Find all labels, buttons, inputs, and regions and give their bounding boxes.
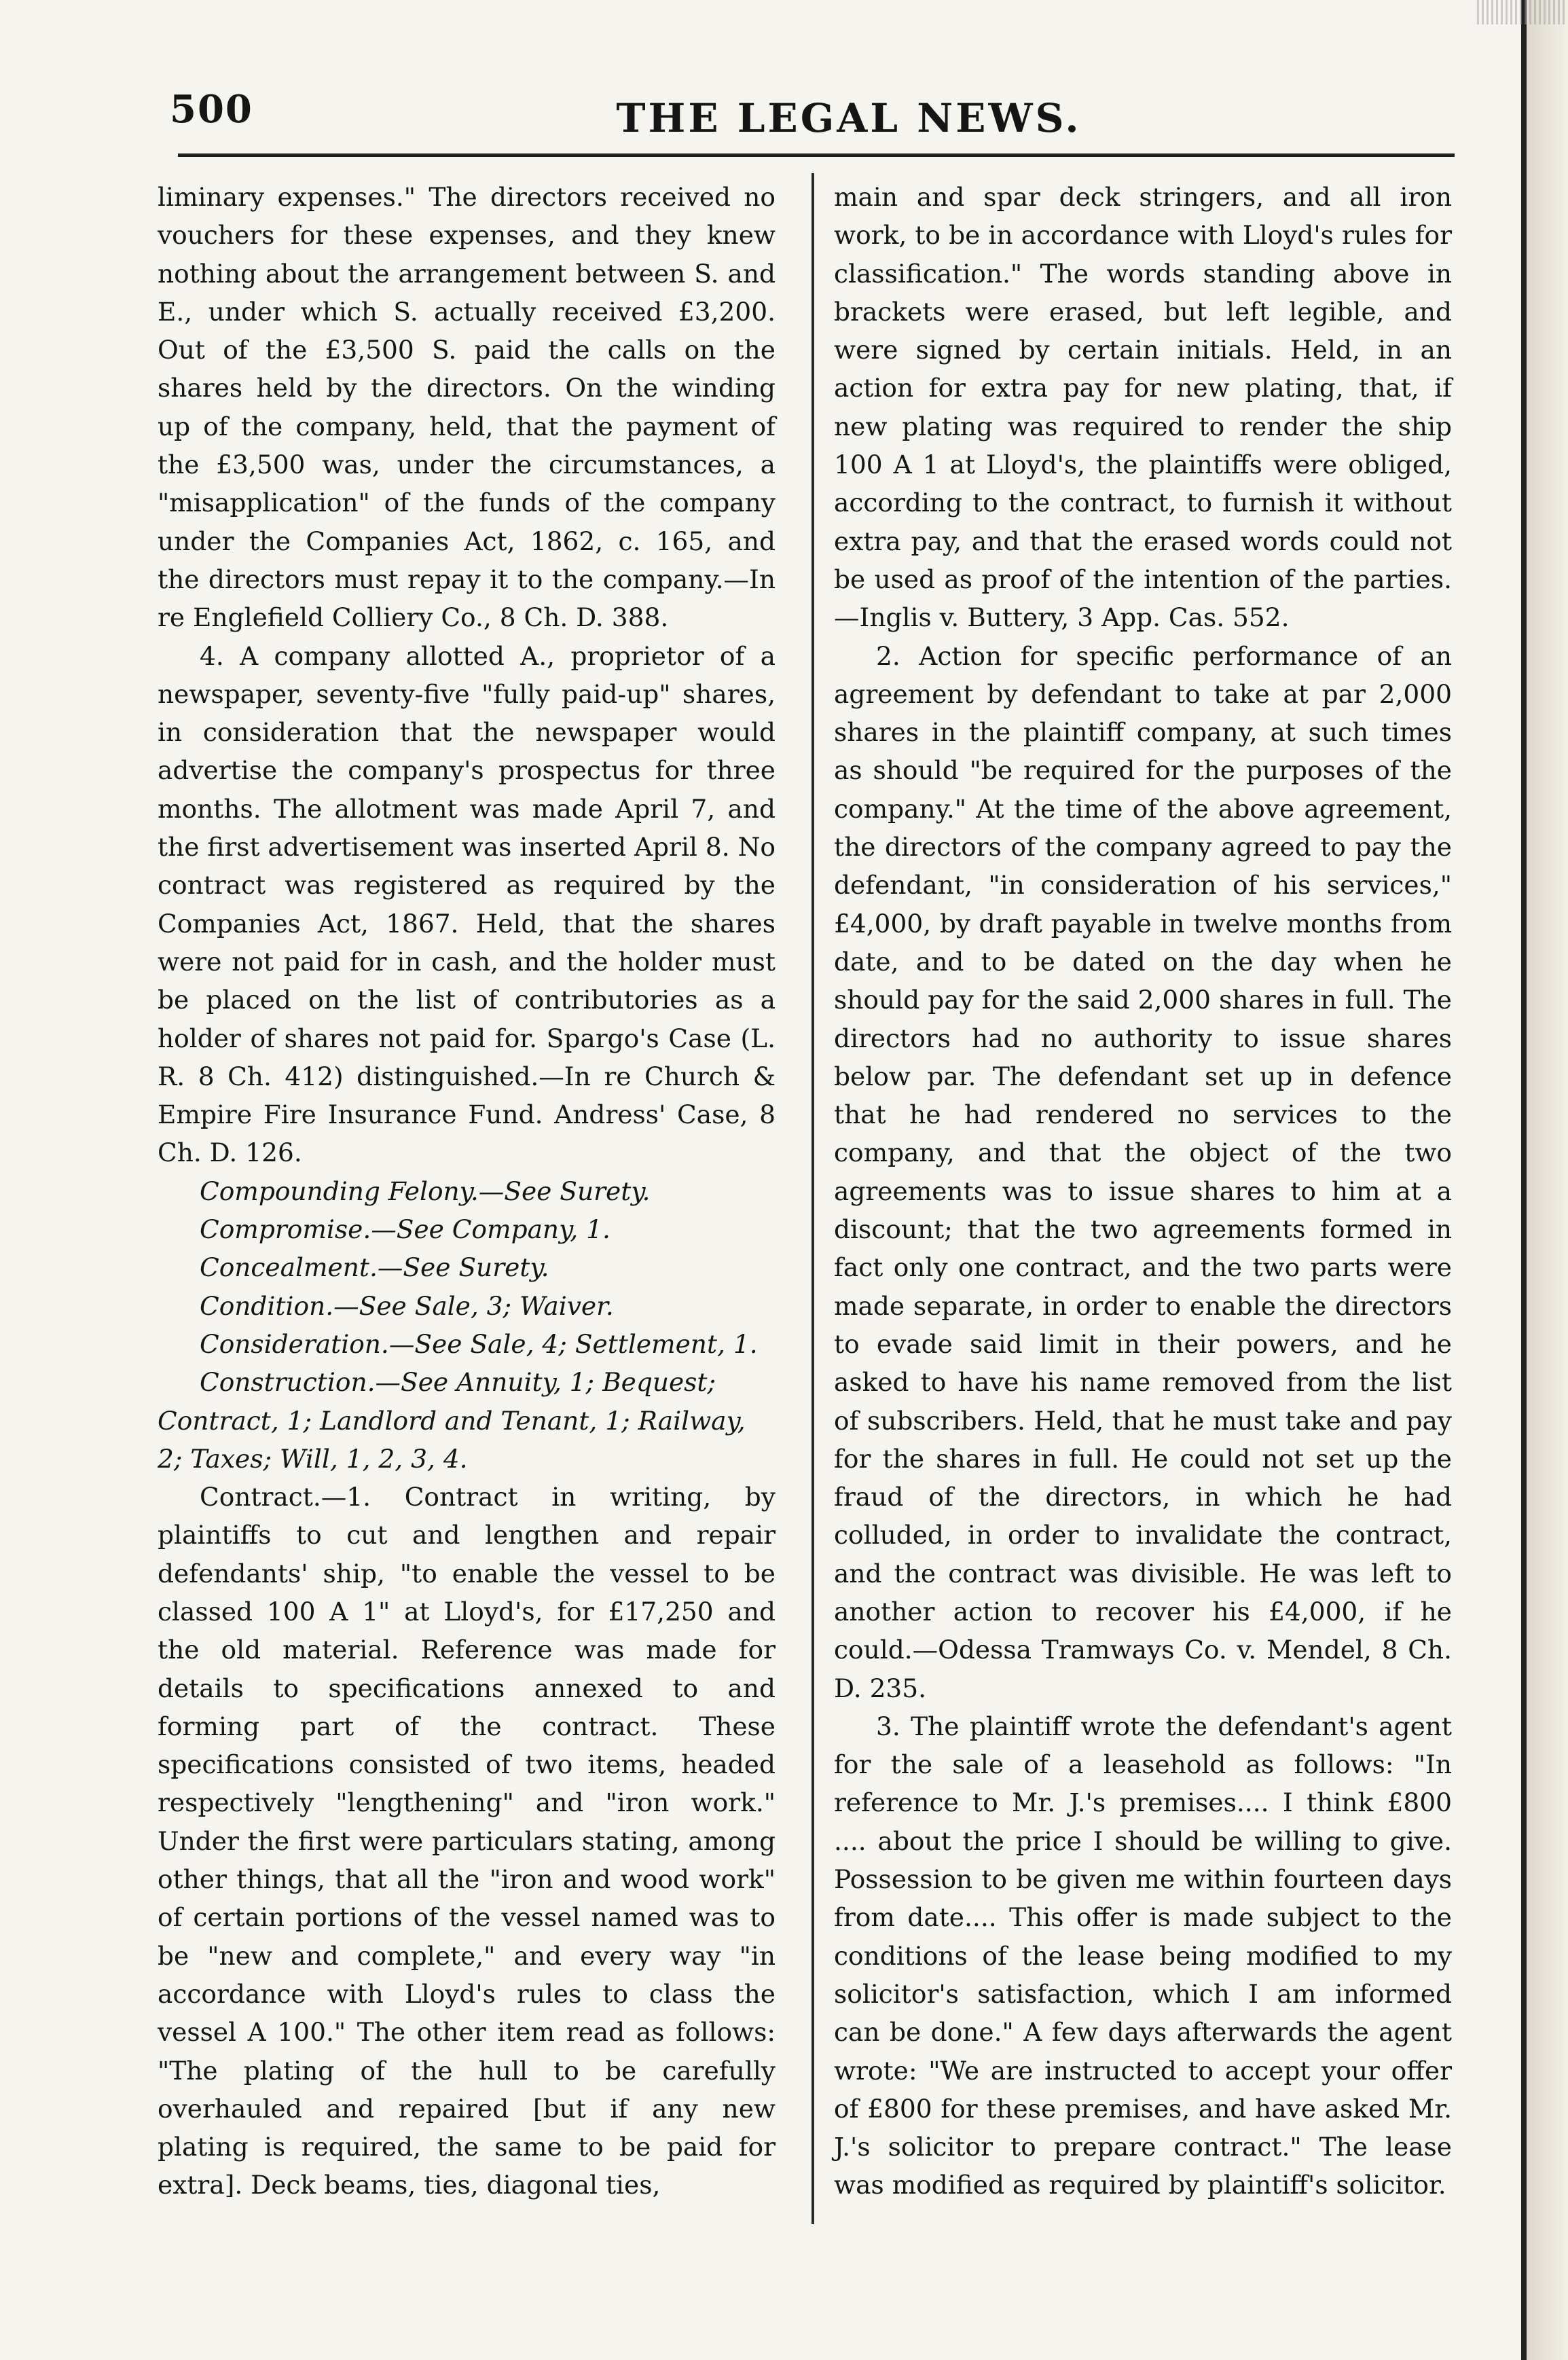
cross-reference: Concealment.—See Surety.	[200, 1252, 549, 1283]
cross-reference: Construction.—See Annuity, 1; Bequest; Contract, 1; Landlord and Tenant, 1; Railway, 2; Taxes; Will, 1, 2, 3, 4.	[158, 1367, 746, 1474]
cross-reference: Compounding Felony.—See Surety.	[200, 1176, 651, 1206]
left-column	[158, 178, 776, 2204]
running-head: THE LEGAL NEWS.	[616, 95, 1082, 141]
binding-edge	[1521, 0, 1527, 2360]
paragraph-contract-1: Contract.—1. Contract in writing, by plaintiffs to cut and lengthen and repair defendants' ship, "to enable the vessel to be classed 100 A 1" at Lloyd's, for £17,250 and the old material. Reference was made for details to specifications annexed to and forming part of the contract. These specifications consisted of two items, headed respectively "lengthening" and "iron work." Under the first were particulars stating, among other things, that all the "iron and wood work" of certain portions of the vessel named was to be "new and complete," and every way "in accordance with Lloyd's rules to class the vessel A 100." The other item read as follows: "The plating of the hull to be carefully overhauled and repaired [but if any new plating is required, the same to be paid for extra]. Deck beams, ties, diagonal ties,	[158, 1482, 776, 2200]
scan-artifact	[1477, 0, 1565, 24]
cross-reference: Condition.—See Sale, 3; Waiver.	[200, 1290, 614, 1321]
paragraph-continuation: liminary expenses." The directors received no vouchers for these expenses, and they knew nothing about the arrangement between S. and E., under which S. actually received £3,200. Out of the £3,500 S. paid the calls on the shares held by the directors. On the winding up of the company, held, that the payment of the £3,500 was, under the circumstances, a "misapplication" of the funds of the company under the Companies Act, 1862, c. 165, and the directors must repay it to the company.—In re Englefield Colliery Co., 8 Ch. D. 388.	[158, 182, 776, 633]
right-column	[834, 178, 1452, 2204]
page-number: 500	[170, 87, 253, 132]
column-divider	[812, 173, 814, 2224]
paragraph-case-4: 4. A company allotted A., proprietor of a newspaper, seventy-five "fully paid-up" shares, in consideration that the newspaper would advertise the company's prospectus for three months. The allotment was made April 7, and the first advertisement was inserted April 8. No contract was registered as required by the Companies Act, 1867. Held, that the shares were not paid for in cash, and the holder must be placed on the list of contributories as a holder of shares not paid for. Spargo's Case (L. R. 8 Ch. 412) distinguished.—In re Church & Empire Fire Insurance Fund. Andress' Case, 8 Ch. D. 126.	[158, 640, 776, 1168]
header-rule	[178, 153, 1455, 157]
cross-reference: Consideration.—See Sale, 4; Settlement, 1.	[200, 1328, 758, 1359]
paragraph-contract-2: 2. Action for specific performance of an agreement by defendant to take at par 2,000 shares in the plaintiff company, at such times as should "be required for the purposes of the company." At the time of the above agreement, the directors of the company agreed to pay the defendant, "in consideration of his services," £4,000, by draft payable in twelve months from date, and to be dated on the day when he should pay for the said 2,000 shares in full. The directors had no authority to issue shares below par. The defendant set up in defence that he had rendered no services to the company, and that the object of the two agreements was to issue shares to him at a discount; that the two agreements formed in fact only one contract, and the two parts were made separate, in order to enable the directors to evade said limit in their powers, and he asked to have his name removed from the list of subscribers. Held, that he must take and pay for the shares in full. He could not set up the fraud of the directors, in which he had colluded, in order to invalidate the contract, and the contract was divisible. He was left to another action to recover his £4,000, if he could.—Odessa Tramways Co. v. Mendel, 8 Ch. D. 235.	[834, 640, 1452, 1703]
cross-reference: Compromise.—See Company, 1.	[200, 1214, 610, 1245]
paragraph-contract-1-continued: main and spar deck stringers, and all iron work, to be in accordance with Lloyd's rules for classification." The words standing above in brackets were erased, but left legible, and were signed by certain initials. Held, in an action for extra pay for new plating, that, if new plating was required to render the ship 100 A 1 at Lloyd's, the plaintiffs were obliged, according to the contract, to furnish it without extra pay, and that the erased words could not be used as proof of the intention of the parties.—Inglis v. Buttery, 3 App. Cas. 552.	[834, 182, 1452, 633]
paragraph-contract-3: 3. The plaintiff wrote the defendant's agent for the sale of a leasehold as follows: "In reference to Mr. J.'s premises.... I think £800 .... about the price I should be willing to give. Possession to be given me within fourteen days from date.... This offer is made subject to the conditions of the lease being modified to my solicitor's satisfaction, which I am informed can be done." A few days afterwards the agent wrote: "We are instructed to accept your offer of £800 for these premises, and have asked Mr. J.'s solicitor to prepare contract." The lease was modified as required by plaintiff's solicitor.	[834, 1711, 1452, 2200]
page-edge-shadow	[1527, 0, 1568, 2360]
